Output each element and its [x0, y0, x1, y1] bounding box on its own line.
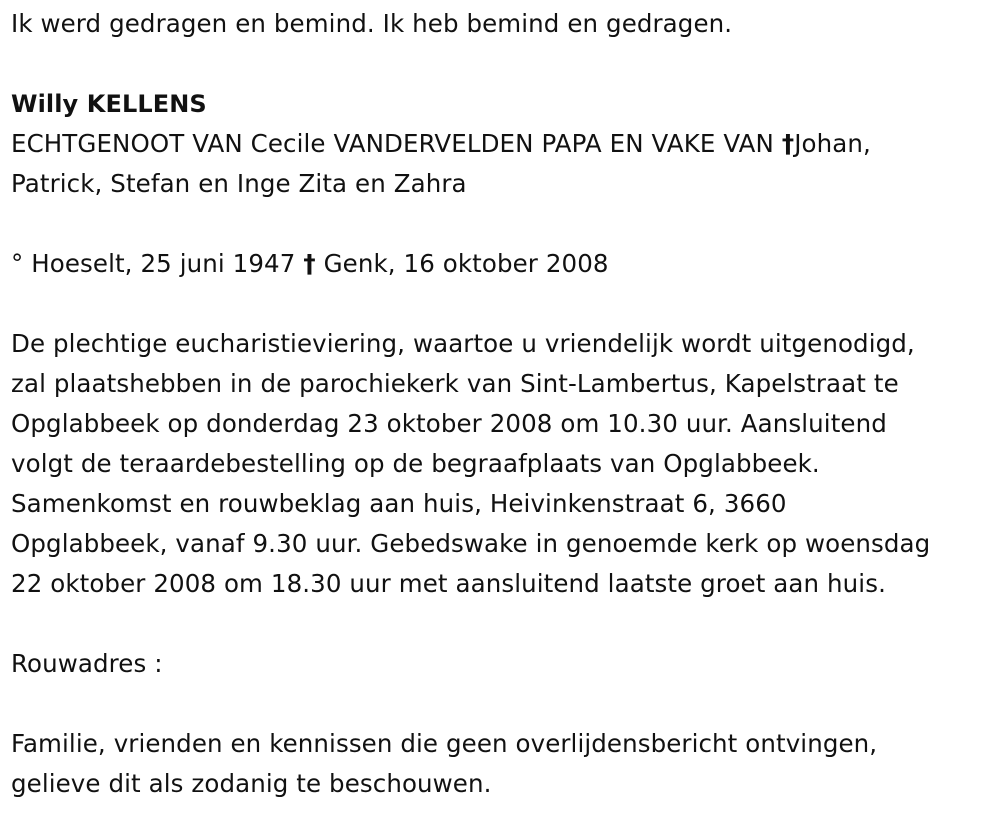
- ceremony-line: Samenkomst en rouwbeklag aan huis, Heivinkenstraat 6, 3660: [11, 489, 787, 518]
- spacer: [11, 684, 996, 724]
- obituary-notice: [11, 0, 996, 804]
- closing-line: gelieve dit als zodanig te beschouwen.: [11, 769, 492, 798]
- death-date: Genk, 16 oktober 2008: [323, 249, 609, 278]
- closing-line: Familie, vrienden en kennissen die geen overlijdensbericht ontvingen,: [11, 729, 878, 758]
- spacer: [11, 284, 996, 324]
- ceremony-line: volgt de teraardebestelling op de begraafplaats van Opglabbeek.: [11, 449, 820, 478]
- birth-date: Hoeselt, 25 juni 1947: [31, 249, 296, 278]
- ceremony-line: Opglabbeek, vanaf 9.30 uur. Gebedswake in genoemde kerk op woensdag: [11, 529, 931, 558]
- cross-icon: †: [781, 129, 795, 158]
- spacer: [11, 204, 996, 244]
- death-cross-icon: †: [303, 249, 316, 278]
- spacer: [11, 44, 996, 84]
- spacer: [11, 604, 996, 644]
- deceased-name: Willy KELLENS: [11, 90, 207, 118]
- ceremony-line: Opglabbeek op donderdag 23 oktober 2008 om 10.30 uur. Aansluitend: [11, 409, 887, 438]
- ceremony-line: zal plaatshebben in de parochiekerk van Sint-Lambertus, Kapelstraat te: [11, 369, 899, 398]
- ceremony-paragraph: [11, 324, 996, 604]
- relations-text: ECHTGENOOT VAN Cecile VANDERVELDEN PAPA EN VAKE VAN: [11, 129, 774, 158]
- dates-line: [11, 244, 996, 284]
- ceremony-line: 22 oktober 2008 om 18.30 uur met aansluitend laatste groet aan huis.: [11, 569, 886, 598]
- relations-line-2: Patrick, Stefan en Inge Zita en Zahra: [11, 169, 467, 198]
- motto: Ik werd gedragen en bemind. Ik heb bemind en gedragen.: [11, 9, 733, 38]
- mourning-address-label: Rouwadres :: [11, 649, 163, 678]
- birth-symbol-icon: °: [11, 249, 24, 278]
- relations-after-cross: Johan,: [794, 129, 871, 158]
- closing-paragraph: [11, 724, 996, 804]
- relations-line-1: [11, 124, 996, 164]
- ceremony-line: De plechtige eucharistieviering, waartoe u vriendelijk wordt uitgenodigd,: [11, 329, 915, 358]
